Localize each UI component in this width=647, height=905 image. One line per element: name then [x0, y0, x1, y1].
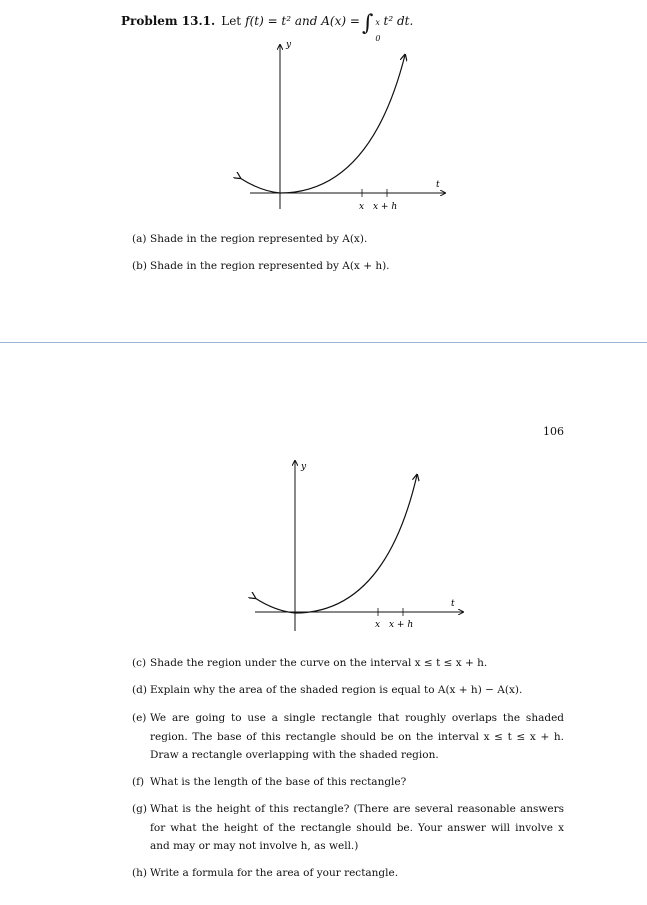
integral-lower-bound: 0: [375, 34, 381, 43]
question-e: [132, 709, 564, 765]
question-b: [132, 257, 564, 276]
question-text: What is the height of this rectangle? (There are several reasonable answers for what the height of the rectangle should be. Your answer will involve x and may or may not involve h, as well.): [150, 803, 564, 852]
question-text: What is the length of the base of this rectangle?: [150, 776, 407, 788]
tick-x-plus-h-label: x + h: [389, 620, 414, 630]
problem-function-def: f(t) = t² and A(x) =: [245, 14, 360, 28]
question-text: Shade the region under the curve on the interval x ≤ t ≤ x + h.: [150, 657, 488, 669]
integral-sign: ∫: [361, 11, 374, 36]
question-a: [132, 230, 564, 249]
question-text: Shade in the region represented by A(x).: [150, 233, 368, 245]
integrand: t² dt.: [383, 14, 414, 28]
graph-1-svg: [230, 35, 450, 215]
question-label: (h): [132, 867, 147, 879]
parabola-curve: [240, 55, 405, 193]
integral-upper-bound: x: [375, 18, 380, 27]
page-2: [0, 343, 647, 905]
question-text: We are going to use a single rectangle that roughly overlaps the shaded region. The base of this rectangle should be on the interval x ≤ t ≤ x + h. Draw a rectangle overlapping with the shaded region.: [150, 712, 564, 761]
graph-2-svg: [245, 455, 470, 635]
question-label: (a): [132, 233, 147, 245]
question-g: [132, 800, 564, 856]
question-h: [132, 864, 564, 883]
question-text: Explain why the area of the shaded region is equal to A(x + h) − A(x).: [150, 684, 523, 696]
t-axis-label: t: [436, 180, 440, 190]
problem-let: Let: [221, 14, 242, 28]
parabola-curve: [255, 475, 417, 613]
question-label: (f): [132, 776, 145, 788]
question-label: (g): [132, 803, 147, 815]
graph-2: [245, 455, 470, 635]
y-axis-label: y: [301, 462, 307, 472]
page-1: [0, 0, 647, 342]
tick-x-label: x: [359, 202, 365, 212]
question-text: Write a formula for the area of your rectangle.: [150, 867, 399, 879]
question-label: (b): [132, 260, 147, 272]
question-d: [132, 681, 564, 700]
graph-1: [230, 35, 450, 215]
t-axis-label: t: [451, 599, 455, 609]
question-f: [132, 773, 564, 792]
problem-label: Problem 13.1.: [121, 14, 216, 28]
y-axis-label: y: [286, 40, 292, 50]
tick-x-label: x: [375, 620, 381, 630]
tick-x-plus-h-label: x + h: [373, 202, 398, 212]
question-label: (c): [132, 657, 147, 669]
question-text: Shade in the region represented by A(x + h).: [150, 260, 390, 272]
question-label: (e): [132, 712, 147, 724]
page-number: 106: [543, 425, 564, 438]
question-c: [132, 654, 564, 673]
question-label: (d): [132, 684, 147, 696]
